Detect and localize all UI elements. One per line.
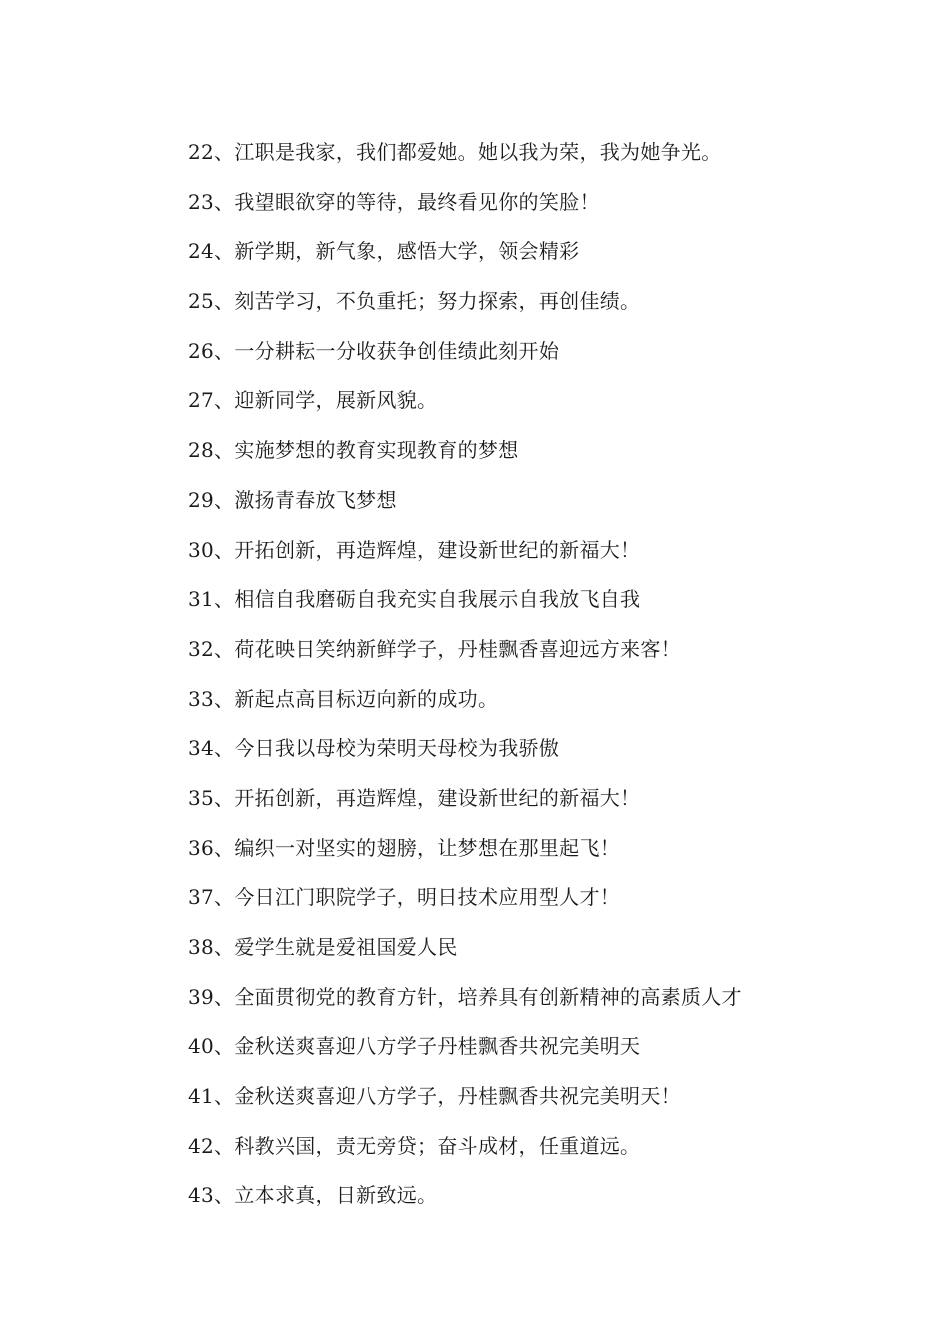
slogan-item: 43、立本求真，日新致远。 — [188, 1183, 438, 1208]
slogan-item: 40、金秋送爽喜迎八方学子丹桂飘香共祝完美明天 — [188, 1034, 641, 1059]
slogan-item: 38、爱学生就是爱祖国爱人民 — [188, 935, 458, 959]
slogan-item: 29、激扬青春放飞梦想 — [188, 487, 397, 512]
slogan-item: 36、编织一对坚实的翅膀，让梦想在那里起飞！ — [188, 835, 621, 860]
slogan-item: 22、江职是我家，我们都爱她。她以我为荣，我为她争光。 — [188, 140, 722, 164]
slogan-item: 32、荷花映日笑纳新鲜学子，丹桂飘香喜迎远方来客！ — [188, 636, 681, 661]
slogan-item: 31、相信自我磨砺自我充实自我展示自我放飞自我 — [188, 587, 641, 612]
slogan-item: 39、全面贯彻党的教育方针，培养具有创新精神的高素质人才 — [188, 984, 742, 1009]
slogan-item: 42、科教兴国，责无旁贷；奋斗成材，任重道远。 — [188, 1133, 641, 1158]
slogan-item: 27、迎新同学，展新风貌。 — [188, 388, 438, 413]
slogan-item: 33、新起点高目标迈向新的成功。 — [188, 686, 499, 711]
slogan-item: 28、实施梦想的教育实现教育的梦想 — [188, 438, 519, 463]
slogan-item: 23、我望眼欲穿的等待，最终看见你的笑脸！ — [188, 189, 600, 214]
slogan-list — [188, 133, 908, 1226]
slogan-item: 26、一分耕耘一分收获争创佳绩此刻开始 — [188, 338, 560, 363]
slogan-item: 25、刻苦学习，不负重托；努力探索，再创佳绩。 — [188, 289, 641, 314]
slogan-item: 24、新学期，新气象，感悟大学，领会精彩 — [188, 239, 580, 264]
slogan-item: 34、今日我以母校为荣明天母校为我骄傲 — [188, 736, 560, 761]
slogan-item: 30、开拓创新，再造辉煌，建设新世纪的新福大！ — [188, 537, 641, 562]
slogan-item: 41、金秋送爽喜迎八方学子，丹桂飘香共祝完美明天！ — [188, 1084, 681, 1109]
slogan-item: 37、今日江门职院学子，明日技术应用型人才！ — [188, 885, 621, 910]
slogan-item: 35、开拓创新，再造辉煌，建设新世纪的新福大！ — [188, 785, 641, 810]
